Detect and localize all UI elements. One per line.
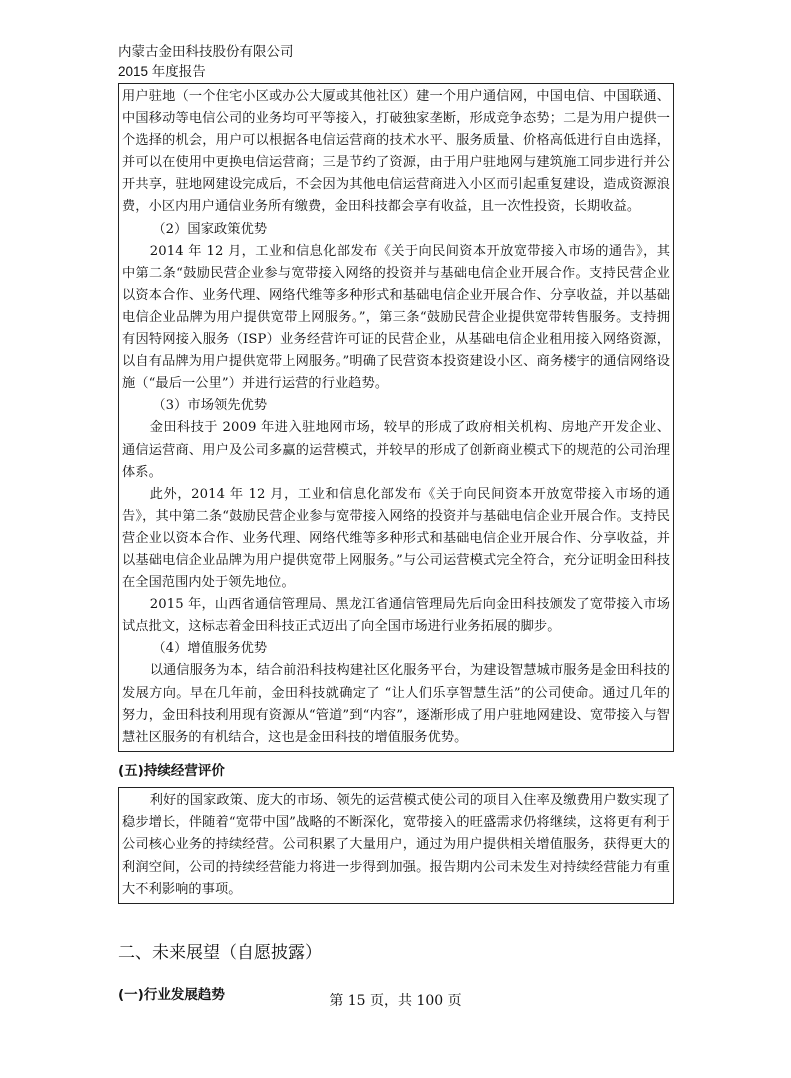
paragraph: 此外，2014 年 12 月，工业和信息化部发布《关于向民间资本开放宽带接入市场的通告》，其中第二条“鼓励民营企业参与宽带接入网络的投资并与基础电信企业开展合作。支持民营企业以资本合作、业务代理、网络代维等多种形式和基础电信企业开展合作、分享收益，并以基础电信企业品牌为用户提供宽带上网服务。”与公司运营模式完全符合，充分证明金田科技在全国范围内处于领先地位。 [122,486,670,591]
company-name: 内蒙古金田科技股份有限公司 [118,44,294,59]
page-number: 第 15 页，共 100 页 [329,993,462,1009]
report-title: 2015 年度报告 [118,64,206,79]
page-header [118,42,674,82]
going-concern-box [118,787,674,904]
section-title-going-concern: (五)持续经营评价 [118,762,225,779]
heading-future-outlook: 二、未来展望（自愿披露） [118,943,322,964]
advantages-box [118,83,674,752]
paragraph: 以通信服务为本，结合前沿科技构建社区化服务平台，为建设智慧城市服务是金田科技的发展方向。早在几年前，金田科技就确定了 “让人们乐享智慧生活”的公司使命。通过几年的努力，金田科技利用现有资源从“管道”到“内容”，逐渐形成了用户驻地网建设、宽带接入与智慧社区服务的有机结合，这也是金田科技的增值服务优势。 [122,663,670,745]
paragraph: 用户驻地（一个住宅小区或办公大厦或其他社区）建一个用户通信网，中国电信、中国联通、中国移动等电信公司的业务均可平等接入，打破独家垄断，形成竞争态势；二是为用户提供一个选择的机会，用户可以根据各电信运营商的技术水平、服务质量、价格高低进行自由选择，并可以在使用中更换电信运营商；三是节约了资源，由于用户驻地网与建筑施工同步进行并公开共享，驻地网建设完成后，不会因为其他电信运营商进入小区而引起重复建设，造成资源浪费，小区内用户通信业务所有缴费，金田科技都会享有收益，且一次性投资，长期收益。 [122,89,670,215]
paragraph: 2015 年，山西省通信管理局、黑龙江省通信管理局先后向金田科技颁发了宽带接入市场试点批文，这标志着金田科技正式迈出了向全国市场进行业务拓展的脚步。 [122,597,670,635]
subheading-value-added: （4）增值服务优势 [152,641,268,657]
heading-industry-trend: (一)行业发展趋势 [118,987,225,1004]
subheading-policy: （2）国家政策优势 [152,221,268,237]
subheading-market: （3）市场领先优势 [152,398,268,414]
page-content [118,42,674,1004]
paragraph: 金田科技于 2009 年进入驻地网市场，较早的形成了政府相关机构、房地产开发企业、通信运营商、用户及公司多赢的运营模式，并较早的形成了创新商业模式下的规范的公司治理体系。 [122,420,670,480]
paragraph: 利好的国家政策、庞大的市场、领先的运营模式使公司的项目入住率及缴费用户数实现了稳步增长，伴随着“宽带中国”战略的不断深化，宽带接入的旺盛需求仍将继续，这将更有利于公司核心业务的持续经营。公司积累了大量用户，通过为用户提供相关增值服务，获得更大的利润空间，公司的持续经营能力将进一步得到加强。报告期内公司未发生对持续经营能力有重大不利影响的事项。 [122,792,670,897]
paragraph: 2014 年 12 月，工业和信息化部发布《关于向民间资本开放宽带接入市场的通告》，其中第二条“鼓励民营企业参与宽带接入网络的投资并与基础电信企业开展合作。支持民营企业以资本合作、业务代理、网络代维等多种形式和基础电信企业开展合作、分享收益，并以基础电信企业品牌为用户提供宽带上网服务。”，第三条“鼓励民营企业提供宽带转售服务。支持拥有因特网接入服务（ISP）业务经营许可证的民营企业，从基础电信企业租用接入网络资源，以自有品牌为用户提供宽带上网服务。”明确了民营资本投资建设小区、商务楼宇的通信网络设施（“最后一公里”）并进行运营的行业趋势。 [122,243,670,392]
